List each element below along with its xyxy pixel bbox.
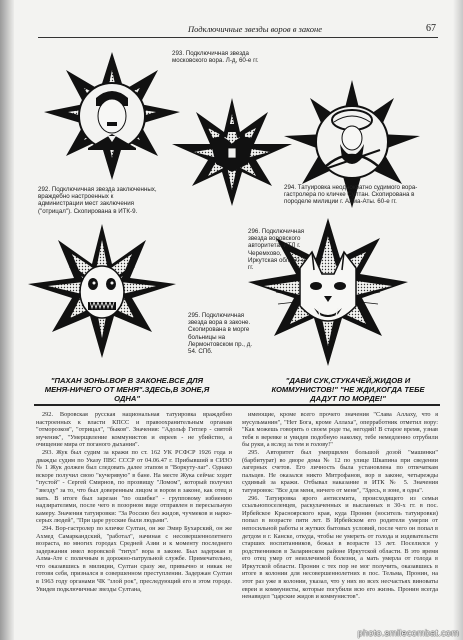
caption-296: 296. Подключичная звезда воровского авторитета. ИТЛ г. Черемхово, Иркутская обл. 50-е гг. bbox=[248, 228, 306, 272]
column-right bbox=[242, 411, 438, 601]
watermark-text: photo.smilecombat.com bbox=[357, 628, 459, 638]
paragraph: 293. Жук был судим за кражи по ст. 162 УК РСФСР 1926 года и дважды судим по Указу ПВС СССР от 04.06.47 г. Прибывший в СИЗО № 1 Жук должен был следовать далее этапом в "Воркуту-лаг". Однако вскоре получил свою "кучерявую" в бане. На месте Жука сейчас ходит "пустой" - Сергей Смирнов, по прозвищу "Ломом", который получил "звезду" за то, что был доверенным лицом и вором в законе, как отец и мать. В итоге был зарезан "по ошибке" - групповому избиению надзирателями, после чего в позорном виде отправлен в пересыльную камеру. Значения татуировки: "За Россию без жидов, чучмеков и нарко-серых людей", "При царе русские были людьми". bbox=[36, 448, 232, 525]
column-left bbox=[36, 411, 232, 593]
paragraph: 296. Татуировка ярого антисемита, происходящего из семьи ссыльнопоселенцев, раскулаченных и высланных в 30-х гг. в пос. Ирбейское Красноярского края, куда Пронин (носитель татуировки) попал в возрасте пяти лет. В Ирбейском его родители умерли от непосильной работы и жутких бытовых условий, после чего он попал в детдом в г. Канске, откуда, чтобы не умереть от голода и издевательств старших воспитанников, бежал в возрасте 13 лет. Поселился у родственников в Заларинском районе Иркутской области. В это время его отец умер от неизлечимой болезни, а мать умерла от голода в Иркутской области. Пронин с тех пор не мог получить, оказавшись в итоге в колонии для несовершеннолетних в пос. Тельма, Пронин, на этот раз уже в колонии, указал, что у них во всех несчастьях виноваты евреи и коммунисты, которые погубили всю его жизнь. Пронин всегда ненавидел "царские жидов и коммунистов". bbox=[242, 494, 438, 601]
caption-293: 293. Подключичная звезда московского вора. Л-д, 60-е гг. bbox=[172, 50, 259, 65]
star-295-goblin bbox=[28, 224, 176, 358]
paragraph: 295. Авторитет был умерщвлен большой дозой "машинки" (барбитурат) во дворе дома № 12 по улице Шкапина при сведении лагерных счетов. Его личность была установлена по отпечаткам пальцев. Не оказался никто Митрофанов, вор в законе, четырежды судимый за кражи. Отбывал наказание в ИТК № 5. Значения татуировок: "Все для меня, ничего от меня", "Здесь, в зоне, я одна". bbox=[242, 448, 438, 494]
caption-294: 294. Татуировка неоднократно судимого вора-гастролера по кличке Султан. Скопирована в породеле милиции г. Алма-Аты. 60-е гг. bbox=[284, 184, 418, 206]
quote-right: "ДАВИ СУК,СТУКАЧЕЙ,ЖИДОВ И КОММУНИСТОВ!" "НЕ ЖДИ,КОГДА ТЕБЕ ДАДУТ ПО МОРДЕ!" bbox=[271, 376, 425, 403]
caption-292: 292. Подключичная звезда заключенных, враждебно настроенных к администрации мест заключения ("отрицал"). Скопирована в ИТК-9. bbox=[38, 186, 157, 215]
body-text bbox=[34, 404, 440, 630]
star-292-hitler bbox=[44, 52, 180, 180]
paragraph: 292. Воровская русская национальная татуировка враждебно настроенных к власти КПСС и правоохранительным органам "отморозков", "отрицал", "быков". Значения: "Адольф Гитлер - святой мученик", "Умерщвление коммунистов и евреев - не убийство, а очищение мира от поганого дыхания". bbox=[36, 411, 232, 449]
page-number: 67 bbox=[426, 23, 436, 34]
page-header bbox=[38, 24, 438, 38]
star-293-eagle bbox=[172, 98, 292, 206]
paragraph: 294. Вор-гастролер по кличке Султан, он же Эмир Бухарский, он же Ахмед Самаркандский, "работал", начиная с несовершеннолетнего возраста, во многих городах Средней Азии и к моменту последнего задержания имел воровской "титул" вора в законе. Был задержан в Алма-Ате с поличным в дорожно-патрульной службе. Примечательно, что оказавшись в милиции, Султан сразу же, привычно и никак не готовя себя, признался в совершенном преступлении. Задержан Султан в 1963 году органами ЧК "злой рок", преследующий его в этом городе. Увидев подключичные звезды Султана, bbox=[36, 524, 232, 593]
caption-295: 295. Подключичная звезда вора в законе. Скопирована в морге больницы на Лермонтовском пр., д. 54. СПб. bbox=[188, 312, 253, 356]
quote-left: "ПАХАН ЗОНЫ.ВОР В ЗАКОНЕ.ВСЕ ДЛЯ МЕНЯ-НИЧЕГО ОТ МЕНЯ".ЗДЕСЬ,В ЗОНЕ,Я ОДНА" bbox=[44, 376, 210, 403]
paragraph: имеющие, кроме всего прочего значения "Слава Аллаху, что я мусульманин", "Нет Бога, кроме Аллаха", оперработник отметил вору: "Как можешь говорить о своем роде ты, негодяй! В старое время, узнав тебя в веревке и увидев подобную наколку, тебе немедленно отрубили бы руки, а вслед за тем и голову!" bbox=[242, 411, 438, 449]
running-title: Подключичные звезды воров в законе bbox=[188, 24, 323, 34]
